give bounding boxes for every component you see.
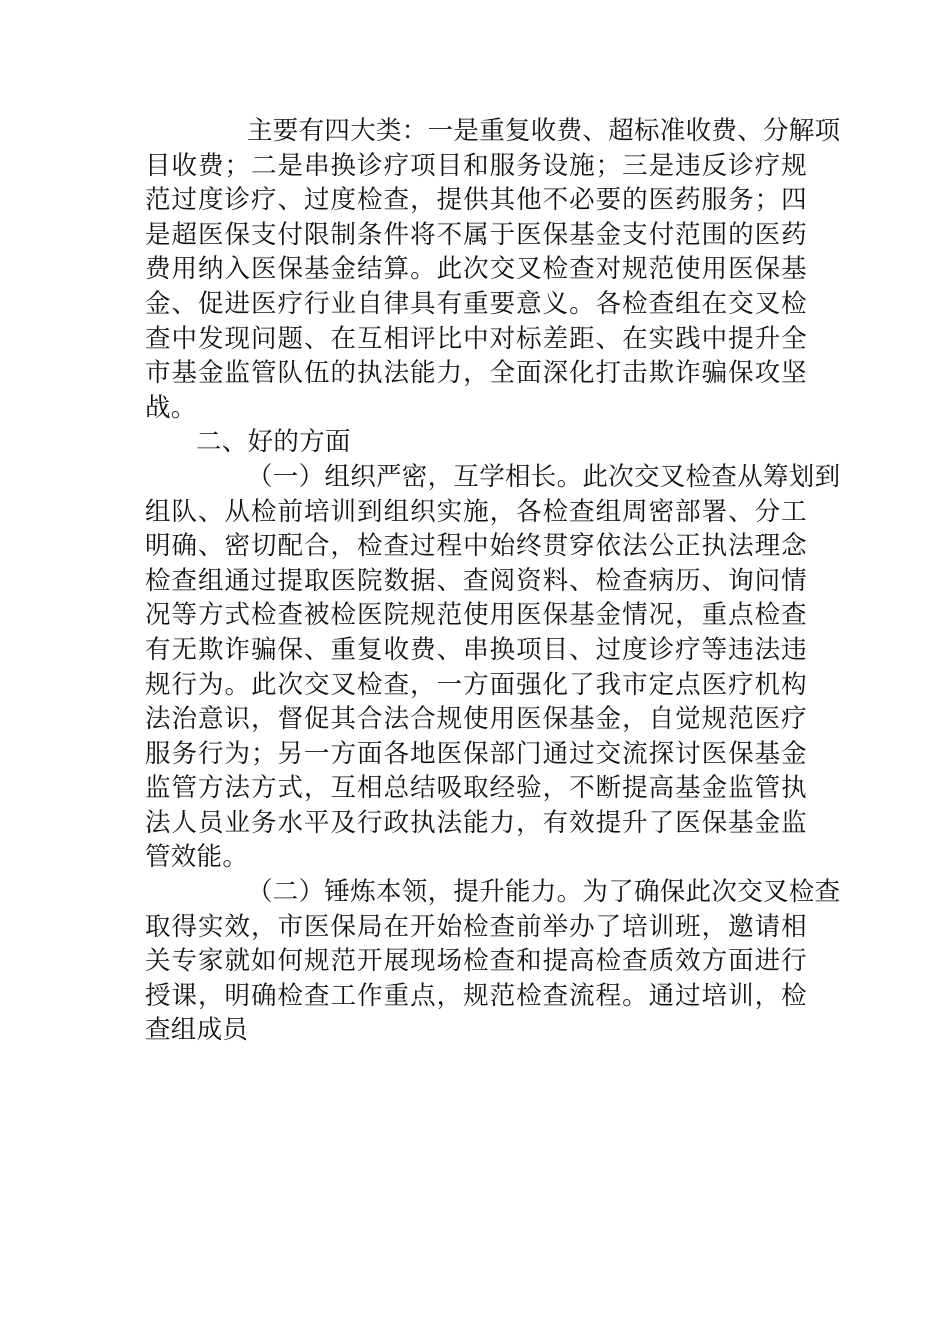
text-line: 费用纳入医保基金结算。此次交叉检查对规范使用医保基 bbox=[145, 254, 807, 285]
text-line: 取得实效，市医保局在开始检查前举办了培训班，邀请相 bbox=[145, 911, 807, 942]
text-line: 服务行为；另一方面各地医保部门通过交流探讨医保基金 bbox=[145, 738, 807, 769]
paragraph-fraud-categories bbox=[145, 114, 841, 425]
document-body bbox=[145, 114, 841, 1048]
text-line: 关专家就如何规范开展现场检查和提高检查质效方面进行 bbox=[145, 946, 807, 977]
text-line: （二）锤炼本领，提升能力。为了确保此次交叉检查 bbox=[247, 877, 841, 908]
text-line: 主要有四大类：一是重复收费、超标准收费、分解项 bbox=[247, 116, 841, 146]
text-line: 范过度诊疗、过度检查，提供其他不必要的医药服务；四 bbox=[145, 185, 807, 216]
text-line: 法治意识，督促其合法合规使用医保基金，自觉规范医疗 bbox=[145, 704, 807, 735]
text-line: 法人员业务水平及行政执法能力，有效提升了医保基金监 bbox=[145, 807, 807, 838]
text-line: 组队、从检前培训到组织实施，各检查组周密部署、分工 bbox=[145, 496, 807, 527]
text-line: 查中发现问题、在互相评比中对标差距、在实践中提升全 bbox=[145, 323, 807, 354]
text-line: 况等方式检查被检医院规范使用医保基金情况，重点检查 bbox=[145, 600, 807, 631]
text-line: 明确、密切配合，检查过程中始终贯穿依法公正执法理念 bbox=[145, 531, 807, 562]
text-line: 有无欺诈骗保、重复收费、串换项目、过度诊疗等违法违 bbox=[145, 634, 807, 665]
text-line: 监管方法方式，互相总结吸取经验，不断提高基金监管执 bbox=[145, 773, 807, 804]
text-line: （一）组织严密，互学相长。此次交叉检查从筹划到 bbox=[247, 461, 841, 492]
text-line: 规行为。此次交叉检查，一方面强化了我市定点医疗机构 bbox=[145, 669, 807, 700]
text-line: 金、促进医疗行业自律具有重要意义。各检查组在交叉检 bbox=[145, 288, 807, 319]
text-line: 目收费；二是串换诊疗项目和服务设施；三是违反诊疗规 bbox=[145, 150, 807, 181]
paragraph-organization bbox=[145, 460, 841, 875]
text-line: 检查组通过提取医院数据、查阅资料、检查病历、询问情 bbox=[145, 565, 807, 596]
section-heading: 二、好的方面 bbox=[196, 427, 351, 458]
text-line: 管效能。 bbox=[145, 842, 249, 873]
text-line: 战。 bbox=[145, 392, 197, 423]
paragraph-training bbox=[145, 875, 841, 1048]
text-line: 查组成员 bbox=[145, 1015, 249, 1046]
text-line: 是超医保支付限制条件将不属于医保基金支付范围的医药 bbox=[145, 219, 807, 250]
text-line: 授课，明确检查工作重点，规范检查流程。通过培训，检 bbox=[145, 980, 807, 1011]
text-line: 市基金监管队伍的执法能力，全面深化打击欺诈骗保攻坚 bbox=[145, 358, 807, 389]
